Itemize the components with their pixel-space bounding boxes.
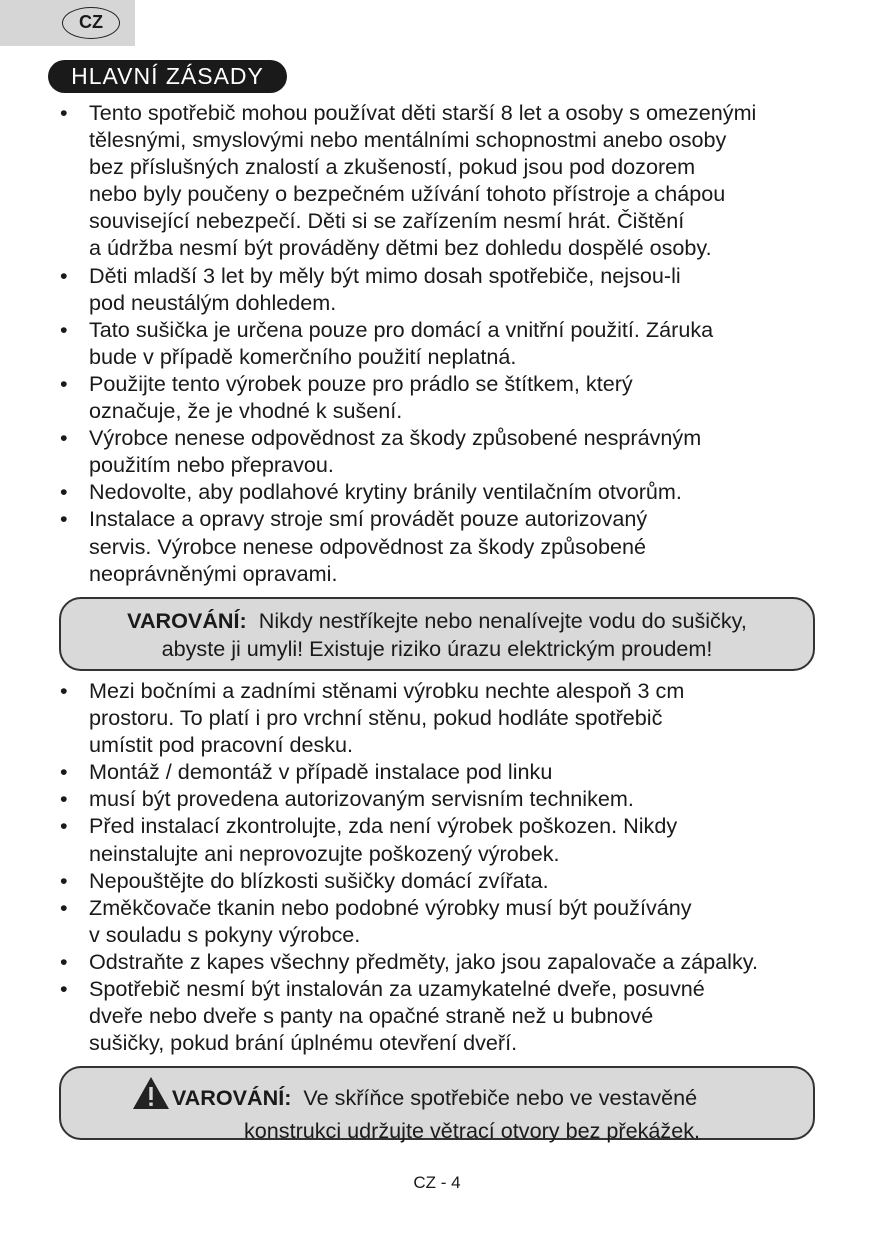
warning-text: abyste ji umyli! Existuje riziko úrazu elektrickým proudem! — [161, 636, 713, 661]
list-item — [60, 262, 756, 316]
list-item — [60, 812, 758, 866]
warning-text: konstrukci udržujte větrací otvory bez překážek. — [243, 1118, 701, 1143]
bullet-icon: • — [60, 813, 68, 839]
bullet-icon: • — [60, 479, 68, 505]
list-item — [60, 370, 756, 424]
warning-label: VAROVÁNÍ: — [171, 1085, 292, 1110]
page-number: CZ - 4 — [413, 1173, 461, 1192]
warning-triangle-icon — [132, 1076, 170, 1117]
list-item-text: dveře nebo dveře s panty na opačné straně než u bubnové — [89, 1003, 654, 1029]
list-item — [60, 948, 758, 975]
list-item-text: související nebezpečí. Děti si se zařízením nesmí hrát. Čištění — [89, 208, 685, 234]
list-item — [60, 894, 758, 948]
list-item — [60, 99, 756, 262]
list-item-text: sušičky, pokud brání úplnému otevření dveří. — [89, 1030, 518, 1056]
language-badge: CZ — [62, 7, 120, 39]
warning-text: Nikdy nestříkejte nebo nenalívejte vodu do sušičky, — [258, 608, 747, 633]
warning-box-1 — [59, 597, 815, 671]
list-item-text: Tato sušička je určena pouze pro domácí a vnitřní použití. Záruka — [89, 316, 714, 342]
list-item — [60, 677, 758, 758]
list-item-text: označuje, že je vhodné k sušení. — [89, 398, 403, 424]
list-item-text: použitím nebo přepravou. — [89, 452, 334, 478]
list-item-text: pod neustálým dohledem. — [89, 289, 337, 315]
list-item-text: tělesnými, smyslovými nebo mentálními schopnostmi anebo osoby — [89, 127, 727, 153]
list-item-text: Nepouštějte do blízkosti sušičky domácí zvířata. — [89, 867, 549, 893]
list-item — [60, 316, 756, 370]
list-item-text: neoprávněnými opravami. — [89, 560, 338, 586]
list-item — [60, 505, 756, 586]
list-item-text: Před instalací zkontrolujte, zda není výrobek poškozen. Nikdy — [89, 813, 678, 839]
list-item-text: Instalace a opravy stroje smí provádět pouze autorizovaný — [89, 506, 648, 532]
list-item-text: prostoru. To platí i pro vrchní stěnu, pokud hodláte spotřebič — [89, 705, 663, 731]
list-item-text: Spotřebič nesmí být instalován za uzamykatelné dveře, posuvné — [89, 976, 705, 1002]
list-item-text: bude v případě komerčního použití neplatná. — [89, 343, 517, 369]
bullet-icon: • — [60, 262, 68, 288]
list-item-text: musí být provedena autorizovaným servisním technikem. — [89, 786, 634, 812]
warning-text: Ve skříňce spotřebiče nebo ve vestavěné — [303, 1085, 698, 1110]
safety-list-2 — [60, 677, 758, 1056]
list-item — [60, 975, 758, 1056]
section-title: HLAVNÍ ZÁSADY — [48, 60, 287, 93]
list-item-text: bez příslušných znalostí a zkušeností, pokud jsou pod dozorem — [89, 154, 696, 180]
bullet-icon: • — [60, 100, 68, 125]
language-tab — [0, 0, 135, 46]
list-item-text: Výrobce nenese odpovědnost za škody způsobené nesprávným — [89, 425, 702, 451]
list-item — [60, 758, 758, 785]
bullet-icon: • — [60, 316, 68, 342]
list-item-text: umístit pod pracovní desku. — [89, 732, 354, 758]
bullet-icon: • — [60, 370, 68, 396]
list-item-text: Odstraňte z kapes všechny předměty, jako jsou zapalovače a zápalky. — [89, 948, 758, 974]
list-item-text: Tento spotřebič mohou používat děti starší 8 let a osoby s omezenými — [89, 100, 757, 125]
list-item-text: Montáž / demontáž v případě instalace pod linku — [89, 759, 553, 785]
bullet-icon: • — [60, 894, 68, 920]
list-item-text: a údržba nesmí být prováděny dětmi bez dohledu dospělé osoby. — [89, 235, 712, 261]
list-item — [60, 478, 756, 505]
bullet-icon: • — [60, 506, 68, 532]
bullet-icon: • — [60, 425, 68, 451]
list-item — [60, 867, 758, 894]
list-item-text: servis. Výrobce nenese odpovědnost za škody způsobené — [89, 533, 646, 559]
warning-label: VAROVÁNÍ: — [127, 608, 247, 633]
list-item-text: Děti mladší 3 let by měly být mimo dosah spotřebiče, nejsou-li — [89, 262, 681, 288]
list-item-text: Nedovolte, aby podlahové krytiny bránily ventilačním otvorům. — [89, 479, 682, 505]
bullet-icon: • — [60, 678, 68, 703]
list-item — [60, 785, 758, 812]
bullet-icon: • — [60, 786, 68, 812]
list-item-text: Použijte tento výrobek pouze pro prádlo se štítkem, který — [89, 370, 633, 396]
bullet-icon: • — [60, 948, 68, 974]
bullet-icon: • — [60, 867, 68, 893]
bullet-icon: • — [60, 976, 68, 1002]
list-item-text: v souladu s pokyny výrobce. — [89, 921, 361, 947]
list-item-text: Mezi bočními a zadními stěnami výrobku nechte alespoň 3 cm — [89, 678, 685, 703]
list-item — [60, 424, 756, 478]
list-item-text: neinstalujte ani neprovozujte poškozený výrobek. — [89, 840, 560, 866]
warning-box-2 — [59, 1066, 815, 1143]
safety-list-1 — [60, 99, 756, 587]
list-item-text: nebo byly poučeny o bezpečném užívání tohoto přístroje a chápou — [89, 181, 726, 207]
list-item-text: Změkčovače tkanin nebo podobné výrobky musí být používány — [89, 894, 692, 920]
bullet-icon: • — [60, 759, 68, 785]
